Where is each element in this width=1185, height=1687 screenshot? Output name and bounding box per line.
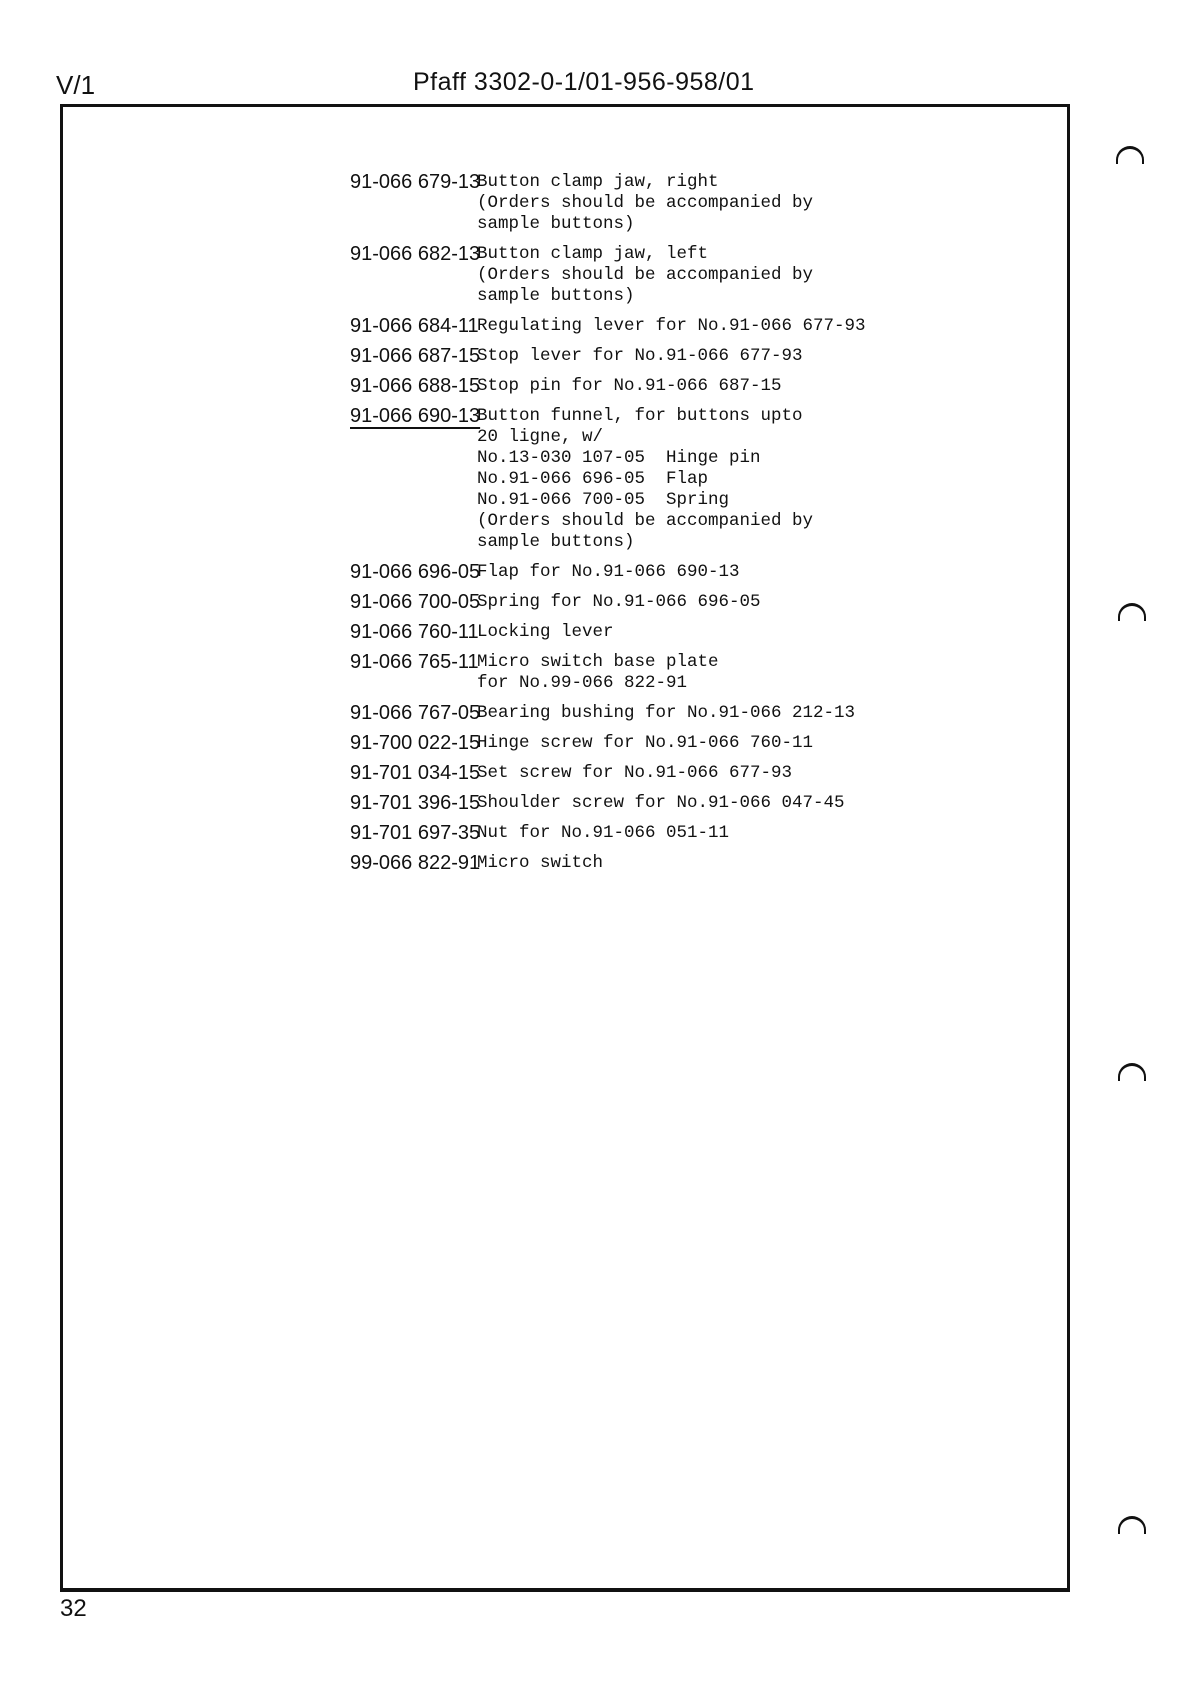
part-description (477, 562, 740, 583)
description-line: 20 ligne, w/ (477, 427, 604, 447)
part-description (477, 793, 845, 814)
part-number: 91-066 690-13 (350, 405, 481, 427)
description-line: Bearing bushing for No.91-066 212-13 (477, 703, 856, 723)
description-line: Button clamp jaw, left (477, 244, 709, 264)
page-header: Pfaff 3302-0-1/01-956-958/01 (413, 68, 755, 96)
part-description (477, 823, 729, 844)
description-line: No.91-066 700-05 Spring (477, 490, 730, 510)
part-number: 99-066 822-91 (350, 852, 481, 874)
description-line: Stop pin for No.91-066 687-15 (477, 376, 782, 396)
part-number: 91-701 697-35 (350, 822, 481, 844)
part-number: 91-066 696-05 (350, 561, 481, 583)
part-description (477, 172, 813, 235)
description-line: sample buttons) (477, 286, 635, 306)
part-description (477, 376, 782, 397)
description-line: sample buttons) (477, 214, 635, 234)
part-description (477, 622, 614, 643)
punch-hole-mark (1118, 1516, 1146, 1534)
description-line: Spring for No.91-066 696-05 (477, 592, 761, 612)
part-row (350, 346, 866, 367)
part-number: 91-066 684-11 (350, 315, 479, 337)
part-row (350, 763, 866, 784)
part-description (477, 703, 855, 724)
part-row (350, 406, 866, 553)
part-description (477, 733, 813, 754)
part-number: 91-701 034-15 (350, 762, 481, 784)
part-number: 91-701 396-15 (350, 792, 481, 814)
description-line: Button funnel, for buttons upto (477, 406, 803, 426)
description-line: Stop lever for No.91-066 677-93 (477, 346, 803, 366)
part-row (350, 316, 866, 337)
description-line: Hinge screw for No.91-066 760-11 (477, 733, 814, 753)
part-description (477, 346, 803, 367)
part-row (350, 622, 866, 643)
description-line: Nut for No.91-066 051-11 (477, 823, 730, 843)
part-description (477, 244, 813, 307)
part-number: 91-066 682-13 (350, 243, 481, 265)
part-row (350, 703, 866, 724)
part-row (350, 823, 866, 844)
part-number: 91-066 700-05 (350, 591, 481, 613)
description-line: sample buttons) (477, 532, 635, 552)
punch-hole-mark (1118, 603, 1146, 621)
part-row (350, 172, 866, 235)
part-description (477, 592, 761, 613)
description-line: (Orders should be accompanied by (477, 193, 814, 213)
description-line: Shoulder screw for No.91-066 047-45 (477, 793, 845, 813)
part-number: 91-066 687-15 (350, 345, 481, 367)
part-number: 91-066 760-11 (350, 621, 479, 643)
punch-hole-mark (1116, 146, 1144, 164)
description-line: Flap for No.91-066 690-13 (477, 562, 740, 582)
part-description (477, 406, 813, 553)
part-number: 91-700 022-15 (350, 732, 481, 754)
description-line: Button clamp jaw, right (477, 172, 719, 192)
section-label: V/1 (56, 70, 96, 100)
part-description (477, 316, 866, 337)
page-number: 32 (60, 1595, 87, 1622)
part-number: 91-066 765-11 (350, 651, 479, 673)
description-line: Locking lever (477, 622, 614, 642)
part-number: 91-066 767-05 (350, 702, 481, 724)
parts-list (350, 172, 866, 883)
part-row (350, 376, 866, 397)
description-line: Regulating lever for No.91-066 677-93 (477, 316, 866, 336)
description-line: No.91-066 696-05 Flap (477, 469, 709, 489)
description-line: (Orders should be accompanied by (477, 265, 814, 285)
part-row (350, 562, 866, 583)
part-row (350, 592, 866, 613)
part-number: 91-066 688-15 (350, 375, 481, 397)
description-line: Micro switch (477, 853, 604, 873)
part-row (350, 652, 866, 694)
part-row (350, 733, 866, 754)
part-description (477, 652, 719, 694)
description-line: (Orders should be accompanied by (477, 511, 814, 531)
part-number: 91-066 679-13 (350, 171, 481, 193)
part-row (350, 853, 866, 874)
description-line: for No.99-066 822-91 (477, 673, 688, 693)
description-line: Set screw for No.91-066 677-93 (477, 763, 793, 783)
part-row (350, 793, 866, 814)
description-line: Micro switch base plate (477, 652, 719, 672)
part-description (477, 763, 792, 784)
part-row (350, 244, 866, 307)
description-line: No.13-030 107-05 Hinge pin (477, 448, 761, 468)
part-description (477, 853, 603, 874)
punch-hole-mark (1118, 1063, 1146, 1081)
